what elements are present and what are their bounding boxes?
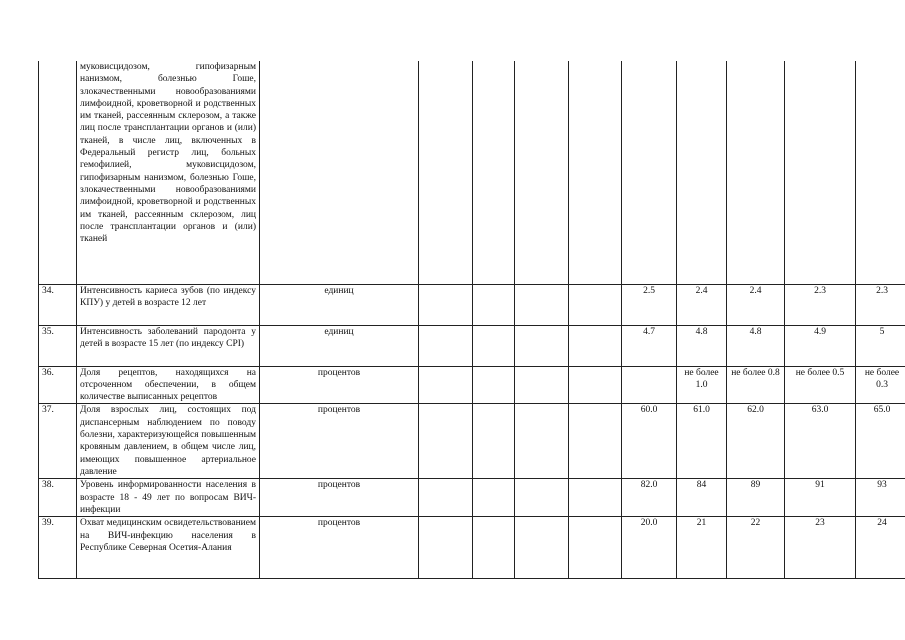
table-row [39,366,905,404]
value-cell: 2.5 [622,284,677,325]
indicator-unit: единиц [260,284,419,325]
value-cell: 91 [785,479,856,517]
table-row [39,517,905,579]
value-cell: 22 [727,517,785,579]
value-cell [622,366,677,404]
value-cell: 4.8 [677,325,727,366]
indicator-name: Доля взрослых лиц, состоящих под диспансерным наблюдением по поводу болезни, характеризующейся повышенным кровяным давлением, в общем числе лиц, имеющих повышенное артериальное давление [77,404,260,479]
value-cell: не более 0.8 [727,366,785,404]
row-number: 34. [39,284,77,325]
value-cell: 93 [856,479,905,517]
value-cell: 63.0 [785,404,856,479]
value-cell: 4.9 [785,325,856,366]
value-cell: 2.4 [677,284,727,325]
value-cell: 60.0 [622,404,677,479]
value-cell: 4.8 [727,325,785,366]
table-row [39,284,905,325]
value-cell: 2.3 [785,284,856,325]
indicator-name: Интенсивность кариеса зубов (по индексу КПУ) у детей в возрасте 12 лет [77,284,260,325]
indicator-name: Интенсивность заболеваний пародонта у детей в возрасте 15 лет (по индексу CPI) [77,325,260,366]
value-cell: 62.0 [727,404,785,479]
row-number: 35. [39,325,77,366]
continuation-text: муковисцидозом, гипофизарным нанизмом, болезнью Гоше, злокачественными новообразованиями лимфоидной, кроветворной и родственных им тканей, рассеянным склерозом, а также лиц после трансплантации органов и (или) тканей, в числе лиц, включенных в Федеральный регистр лиц, больных гемофилией, муковисцидозом, гипофизарным нанизмом, болезнью Гоше, злокачественными новообразованиями лимфоидной, кроветворной и родственных им тканей, рассеянным склерозом, лиц после трансплантации органов и (или) тканей [77,61,260,284]
value-cell: не более 1.0 [677,366,727,404]
indicator-unit: процентов [260,517,419,579]
row-number: 36. [39,366,77,404]
value-cell: 61.0 [677,404,727,479]
value-cell: 84 [677,479,727,517]
value-cell: 89 [727,479,785,517]
value-cell: 24 [856,517,905,579]
row-number: 38. [39,479,77,517]
value-cell: не более 0.5 [785,366,856,404]
value-cell: 2.4 [727,284,785,325]
value-cell: 5 [856,325,905,366]
value-cell: 20.0 [622,517,677,579]
value-cell: 4.7 [622,325,677,366]
value-cell: 82.0 [622,479,677,517]
indicator-unit: единиц [260,325,419,366]
row-number-cell [39,61,77,284]
table-row [39,479,905,517]
value-cell: 65.0 [856,404,905,479]
indicators-table [38,61,905,579]
value-cell: 2.3 [856,284,905,325]
indicator-unit: процентов [260,479,419,517]
row-number: 37. [39,404,77,479]
table-row [39,404,905,479]
table-row [39,325,905,366]
row-number: 39. [39,517,77,579]
value-cell: 21 [677,517,727,579]
indicator-name: Доля рецептов, находящихся на отсроченном обеспечении, в общем количестве выписанных рецептов [77,366,260,404]
indicator-unit: процентов [260,366,419,404]
indicator-name: Охват медицинским освидетельствованием на ВИЧ-инфекцию населения в Республике Северная Осетия-Алания [77,517,260,579]
continuation-row [39,61,905,284]
value-cell: не более 0.3 [856,366,905,404]
indicator-name: Уровень информированности населения в возрасте 18 - 49 лет по вопросам ВИЧ-инфекции [77,479,260,517]
indicator-unit: процентов [260,404,419,479]
value-cell: 23 [785,517,856,579]
